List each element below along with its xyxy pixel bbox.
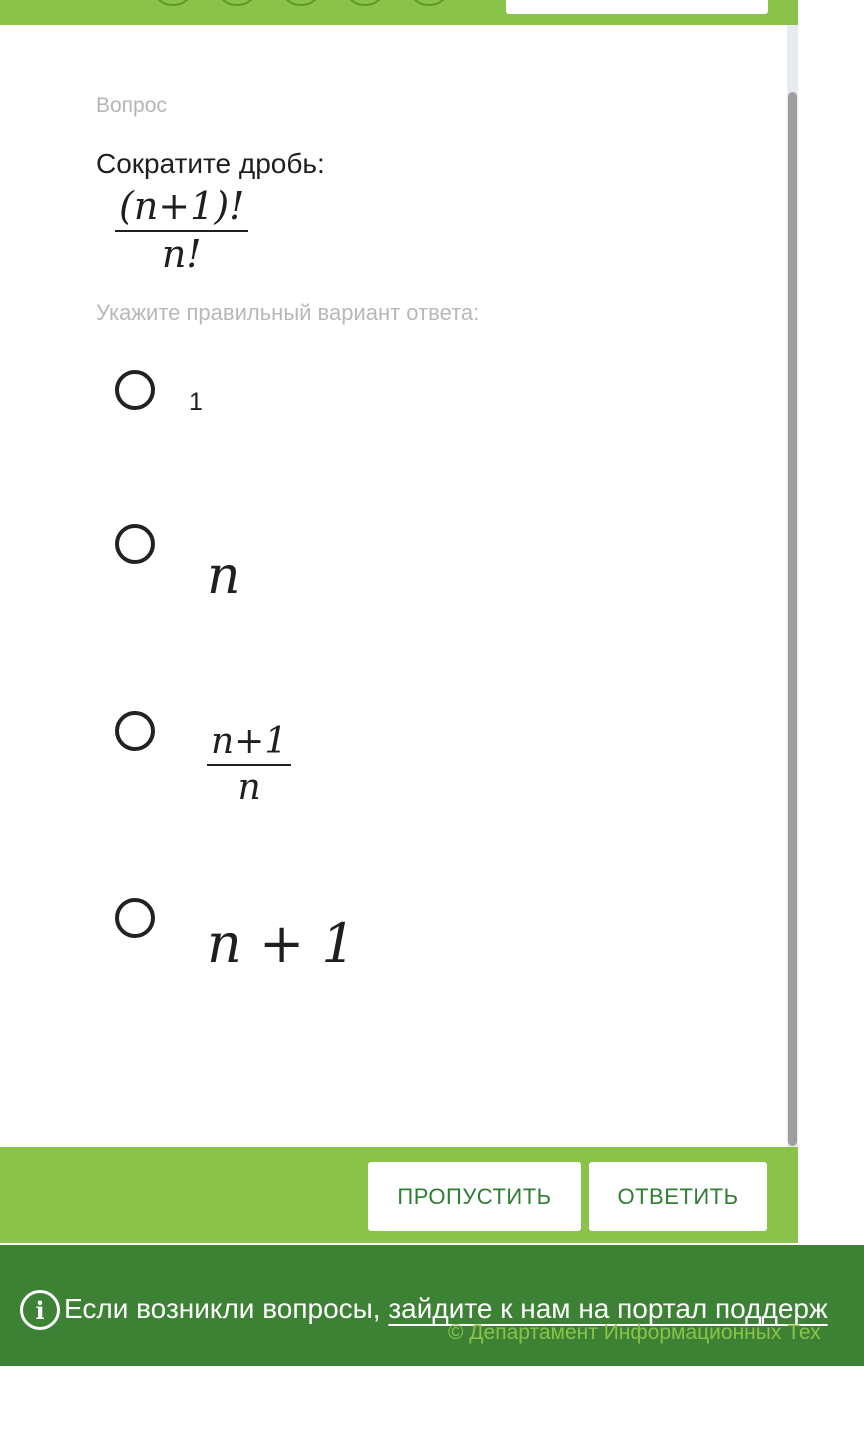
option-4-radio[interactable]	[115, 898, 155, 938]
info-icon: i	[20, 1290, 60, 1330]
support-prefix: Если возникли вопросы,	[64, 1293, 389, 1324]
action-bar	[0, 1147, 798, 1243]
top-progress-bar	[0, 0, 798, 25]
option-3-radio[interactable]	[115, 711, 155, 751]
option-1-radio[interactable]	[115, 370, 155, 410]
option-3-label[interactable]	[207, 722, 291, 807]
copyright-text: © Департамент Информационных Тех	[448, 1321, 821, 1344]
option-2-label[interactable]: n	[207, 546, 241, 606]
fraction-denominator: n!	[161, 231, 202, 276]
progress-dot[interactable]	[406, 0, 452, 6]
progress-dot[interactable]	[150, 0, 196, 6]
progress-dot[interactable]	[278, 0, 324, 6]
support-footer	[0, 1245, 864, 1366]
question-text: Сократите дробь:	[96, 148, 325, 179]
progress-dot[interactable]	[342, 0, 388, 6]
fraction-numerator: (n+1)!	[119, 184, 245, 228]
option-3-numerator: n+1	[211, 721, 288, 762]
question-progress-dots	[150, 0, 452, 6]
option-4-label[interactable]: n + 1	[207, 912, 356, 975]
option-1-label[interactable]: 1	[189, 388, 203, 416]
right-margin	[798, 0, 864, 1245]
scrollbar[interactable]	[788, 92, 797, 1146]
question-label: Вопрос	[96, 94, 167, 117]
option-2-radio[interactable]	[115, 524, 155, 564]
answer-instruction: Укажите правильный вариант ответа:	[96, 300, 480, 325]
option-3-denominator: n	[237, 766, 261, 808]
top-field[interactable]	[506, 0, 768, 14]
progress-dot[interactable]	[214, 0, 260, 6]
skip-button[interactable]: ПРОПУСТИТЬ	[368, 1162, 581, 1231]
question-fraction	[115, 186, 248, 276]
option-3-fraction-bar	[207, 764, 291, 766]
answer-button[interactable]: ОТВЕТИТЬ	[589, 1162, 767, 1231]
support-portal-link[interactable]: зайдите к нам на портал поддерж	[388, 1293, 828, 1324]
